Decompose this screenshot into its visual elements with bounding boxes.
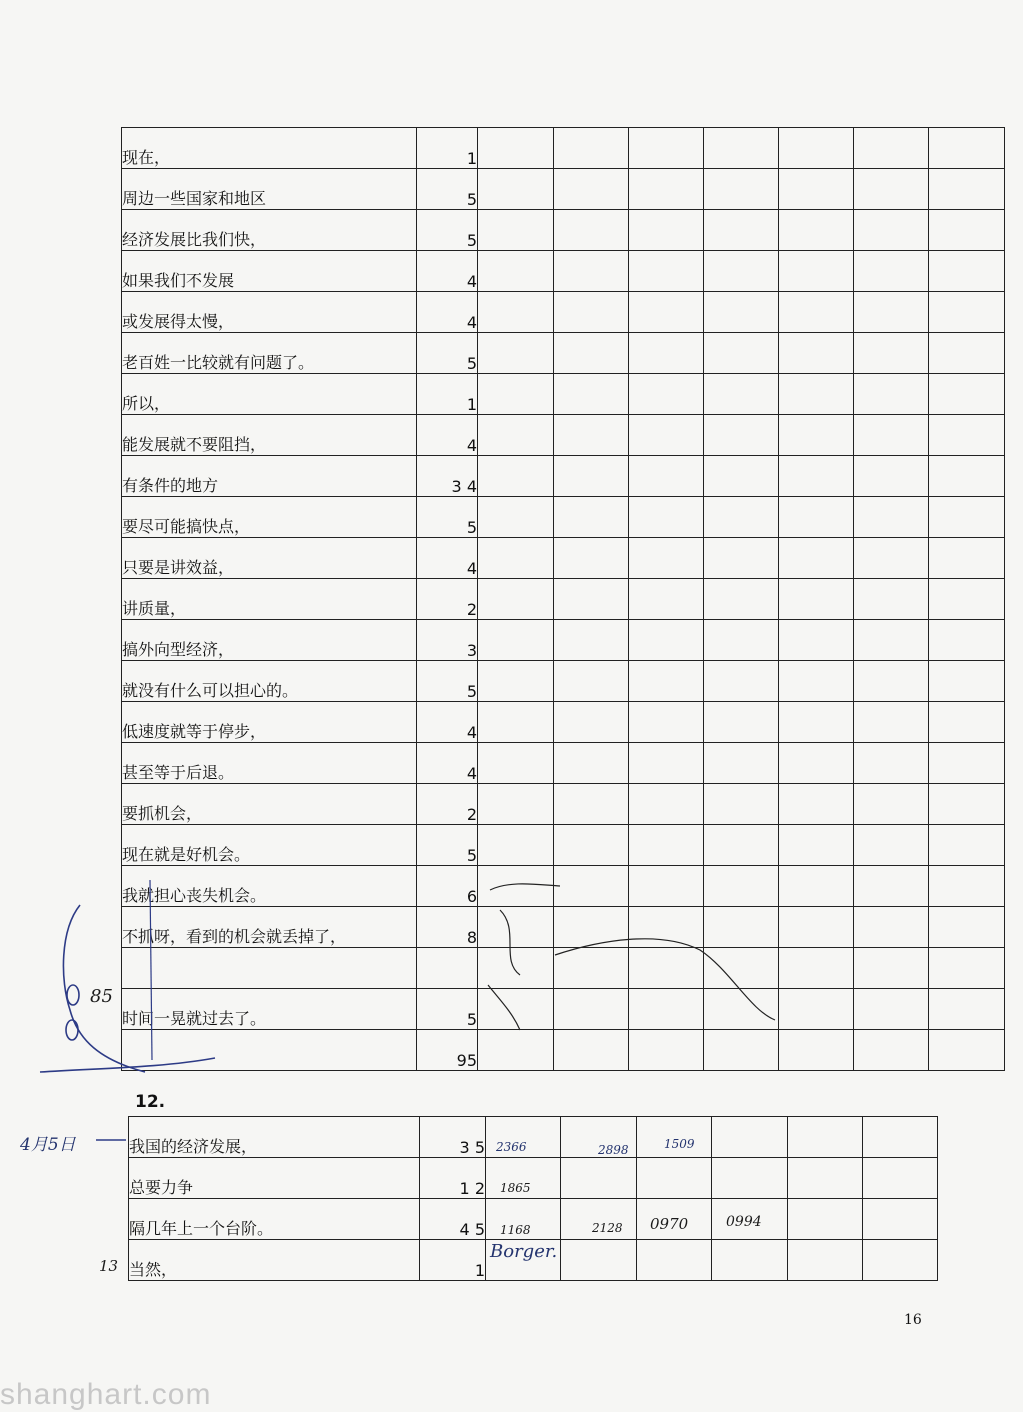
blank-cell	[629, 456, 704, 497]
blank-cell	[704, 456, 779, 497]
margin-note-13: 13	[99, 1257, 119, 1275]
blank-cell	[712, 1240, 788, 1281]
blank-cell	[854, 333, 929, 374]
blank-cell	[554, 333, 629, 374]
blank-cell	[704, 948, 779, 989]
sentence-text: 当然，	[129, 1240, 420, 1281]
blank-cell	[554, 743, 629, 784]
section-title: 12.	[135, 1092, 166, 1112]
blank-cell	[629, 415, 704, 456]
blank-cell	[478, 620, 554, 661]
blank-cell	[779, 415, 854, 456]
syllable-count: 5	[417, 497, 478, 538]
blank-cell	[629, 497, 704, 538]
sentence-text: 讲质量，	[122, 579, 417, 620]
blank-cell	[854, 620, 929, 661]
syllable-count: 6	[417, 866, 478, 907]
blank-cell	[704, 415, 779, 456]
blank-cell	[929, 907, 1005, 948]
blank-cell	[929, 415, 1005, 456]
blank-cell	[478, 415, 554, 456]
table-row	[122, 128, 1005, 169]
blank-cell	[929, 579, 1005, 620]
blank-cell	[561, 1240, 637, 1281]
blank-cell	[704, 1030, 779, 1071]
blank-cell	[704, 538, 779, 579]
blank-cell	[854, 907, 929, 948]
sentence-text: 周边一些国家和地区	[122, 169, 417, 210]
table-row	[122, 251, 1005, 292]
handwritten-note: 2128	[592, 1221, 623, 1235]
blank-cell	[554, 948, 629, 989]
blank-cell	[779, 866, 854, 907]
blank-cell	[554, 579, 629, 620]
sentence-text: 隔几年上一个台阶。	[129, 1199, 420, 1240]
table-row	[122, 415, 1005, 456]
blank-cell	[704, 333, 779, 374]
blank-cell	[779, 989, 854, 1030]
blank-cell	[478, 948, 554, 989]
blank-cell	[478, 292, 554, 333]
blank-cell	[779, 169, 854, 210]
handwritten-note: 1509	[664, 1137, 695, 1151]
table-row	[122, 374, 1005, 415]
sentence-text: 所以，	[122, 374, 417, 415]
table-row	[122, 456, 1005, 497]
blank-cell	[854, 661, 929, 702]
table-row	[122, 292, 1005, 333]
blank-cell	[929, 169, 1005, 210]
blank-cell	[478, 661, 554, 702]
blank-cell	[629, 169, 704, 210]
syllable-count: 3 4	[417, 456, 478, 497]
blank-cell	[478, 989, 554, 1030]
blank-cell	[854, 456, 929, 497]
blank-cell	[779, 1030, 854, 1071]
syllable-count: 5	[417, 661, 478, 702]
blank-cell	[554, 1030, 629, 1071]
blank-cell	[704, 989, 779, 1030]
blank-cell	[478, 456, 554, 497]
blank-cell	[854, 415, 929, 456]
blank-cell	[704, 866, 779, 907]
blank-cell	[478, 538, 554, 579]
syllable-count: 5	[417, 210, 478, 251]
sentence-text: 老百姓一比较就有问题了。	[122, 333, 417, 374]
blank-cell	[779, 456, 854, 497]
handwritten-note: 0994	[726, 1214, 762, 1230]
blank-cell	[554, 415, 629, 456]
margin-date-note: 4月5日	[20, 1135, 76, 1155]
blank-cell	[704, 251, 779, 292]
blank-cell	[478, 866, 554, 907]
sentence-text: 低速度就等于停步，	[122, 702, 417, 743]
blank-cell	[929, 333, 1005, 374]
syllable-count: 4 5	[420, 1199, 486, 1240]
blank-cell	[704, 210, 779, 251]
blank-cell	[863, 1117, 938, 1158]
blank-cell	[929, 825, 1005, 866]
blank-cell	[704, 497, 779, 538]
handwritten-note: Borger.	[490, 1241, 558, 1262]
handwritten-note: 2366	[496, 1140, 527, 1154]
blank-cell	[629, 702, 704, 743]
blank-cell	[554, 251, 629, 292]
blank-cell	[629, 374, 704, 415]
blank-cell	[478, 210, 554, 251]
blank-cell	[854, 784, 929, 825]
blank-cell	[478, 743, 554, 784]
blank-cell	[629, 907, 704, 948]
sentence-text: 只要是讲效益，	[122, 538, 417, 579]
blank-cell	[704, 825, 779, 866]
syllable-count: 5	[417, 169, 478, 210]
blank-cell	[704, 292, 779, 333]
blank-cell	[629, 251, 704, 292]
blank-cell	[854, 128, 929, 169]
blank-cell	[704, 907, 779, 948]
blank-cell	[629, 620, 704, 661]
sentence-text	[122, 1030, 417, 1071]
blank-cell	[629, 825, 704, 866]
table-row	[122, 825, 1005, 866]
blank-cell	[929, 128, 1005, 169]
syllable-count: 5	[417, 825, 478, 866]
blank-cell	[554, 702, 629, 743]
blank-cell	[554, 292, 629, 333]
blank-cell	[704, 169, 779, 210]
blank-cell	[478, 907, 554, 948]
blank-cell	[863, 1199, 938, 1240]
blank-cell	[854, 169, 929, 210]
blank-cell	[788, 1199, 863, 1240]
sentence-text: 如果我们不发展	[122, 251, 417, 292]
table-row	[122, 169, 1005, 210]
blank-cell	[478, 1030, 554, 1071]
blank-cell	[554, 210, 629, 251]
blank-cell	[854, 579, 929, 620]
blank-cell	[629, 333, 704, 374]
sentence-text: 搞外向型经济，	[122, 620, 417, 661]
sentence-text: 现在，	[122, 128, 417, 169]
blank-cell	[788, 1117, 863, 1158]
blank-cell	[854, 1030, 929, 1071]
syllable-count	[417, 948, 478, 989]
blank-cell	[929, 948, 1005, 989]
blank-cell	[929, 866, 1005, 907]
blank-cell	[779, 579, 854, 620]
syllable-count: 4	[417, 415, 478, 456]
blank-cell	[854, 989, 929, 1030]
syllable-count: 1 2	[420, 1158, 486, 1199]
sentence-text: 我国的经济发展，	[129, 1117, 420, 1158]
blank-cell	[629, 743, 704, 784]
sentence-table-1	[121, 127, 1005, 1071]
blank-cell	[554, 620, 629, 661]
blank-cell	[779, 661, 854, 702]
blank-cell	[629, 210, 704, 251]
blank-cell	[629, 661, 704, 702]
blank-cell	[478, 579, 554, 620]
blank-cell	[854, 292, 929, 333]
blank-cell	[779, 210, 854, 251]
sentence-text: 不抓呀，看到的机会就丢掉了，	[122, 907, 417, 948]
table-row	[122, 661, 1005, 702]
blank-cell	[779, 620, 854, 661]
table-row	[122, 948, 1005, 989]
table-row	[122, 579, 1005, 620]
syllable-count: 4	[417, 538, 478, 579]
table-row	[122, 333, 1005, 374]
blank-cell	[929, 292, 1005, 333]
blank-cell	[929, 661, 1005, 702]
blank-cell	[629, 579, 704, 620]
sentence-text: 甚至等于后退。	[122, 743, 417, 784]
blank-cell	[779, 743, 854, 784]
blank-cell	[854, 374, 929, 415]
blank-cell	[779, 374, 854, 415]
table-row	[122, 907, 1005, 948]
syllable-count: 1	[420, 1240, 486, 1281]
blank-cell	[704, 579, 779, 620]
blank-cell	[478, 784, 554, 825]
blank-cell	[554, 825, 629, 866]
blank-cell	[779, 333, 854, 374]
sentence-text: 要尽可能搞快点，	[122, 497, 417, 538]
blank-cell	[478, 825, 554, 866]
blank-cell	[854, 866, 929, 907]
blank-cell	[554, 169, 629, 210]
blank-cell	[637, 1158, 712, 1199]
syllable-count: 2	[417, 784, 478, 825]
blank-cell	[929, 210, 1005, 251]
blank-cell	[929, 743, 1005, 784]
blank-cell	[779, 128, 854, 169]
watermark: shanghart.com	[0, 1378, 212, 1411]
handwritten-note: 1865	[500, 1181, 531, 1195]
blank-cell	[712, 1158, 788, 1199]
blank-cell	[704, 743, 779, 784]
table-row	[122, 743, 1005, 784]
sentence-text: 现在就是好机会。	[122, 825, 417, 866]
table-row	[129, 1199, 938, 1240]
blank-cell	[554, 907, 629, 948]
blank-cell	[712, 1117, 788, 1158]
table-row	[122, 866, 1005, 907]
blank-cell	[478, 333, 554, 374]
syllable-count: 1	[417, 374, 478, 415]
blank-cell	[629, 1030, 704, 1071]
blank-cell	[929, 456, 1005, 497]
sentence-text: 有条件的地方	[122, 456, 417, 497]
blank-cell	[554, 497, 629, 538]
blank-cell	[779, 907, 854, 948]
sentence-text: 总要力争	[129, 1158, 420, 1199]
blank-cell	[929, 497, 1005, 538]
blank-cell	[478, 251, 554, 292]
table-row	[122, 497, 1005, 538]
sentence-text	[122, 948, 417, 989]
blank-cell	[929, 702, 1005, 743]
sentence-text: 就没有什么可以担心的。	[122, 661, 417, 702]
blank-cell	[629, 948, 704, 989]
blank-cell	[779, 948, 854, 989]
blank-cell	[854, 497, 929, 538]
blank-cell	[704, 374, 779, 415]
blank-cell	[854, 825, 929, 866]
blank-cell	[788, 1158, 863, 1199]
blank-cell	[554, 456, 629, 497]
blank-cell	[779, 784, 854, 825]
table-row	[122, 620, 1005, 661]
table-row	[129, 1158, 938, 1199]
blank-cell	[704, 702, 779, 743]
handwritten-note: 2898	[598, 1143, 629, 1157]
blank-cell	[478, 169, 554, 210]
syllable-count: 3 5	[420, 1117, 486, 1158]
blank-cell	[779, 251, 854, 292]
syllable-count: 1	[417, 128, 478, 169]
blank-cell	[629, 538, 704, 579]
blank-cell	[929, 251, 1005, 292]
blank-cell	[478, 497, 554, 538]
blank-cell	[554, 784, 629, 825]
blank-cell	[704, 620, 779, 661]
handwritten-note: 0970	[650, 1215, 689, 1233]
blank-cell	[554, 374, 629, 415]
syllable-count: 4	[417, 702, 478, 743]
blank-cell	[854, 538, 929, 579]
blank-cell	[854, 743, 929, 784]
blank-cell	[629, 784, 704, 825]
blank-cell	[854, 948, 929, 989]
syllable-count: 4	[417, 292, 478, 333]
blank-cell	[478, 702, 554, 743]
sentence-text: 经济发展比我们快，	[122, 210, 417, 251]
blank-cell	[779, 825, 854, 866]
blank-cell	[629, 866, 704, 907]
blank-cell	[704, 128, 779, 169]
blank-cell	[478, 128, 554, 169]
blank-cell	[779, 702, 854, 743]
blank-cell	[779, 497, 854, 538]
syllable-count: 3	[417, 620, 478, 661]
blank-cell	[554, 866, 629, 907]
sentence-text: 能发展就不要阻挡，	[122, 415, 417, 456]
blank-cell	[629, 128, 704, 169]
blank-cell	[854, 210, 929, 251]
blank-cell	[554, 538, 629, 579]
blank-cell	[554, 661, 629, 702]
syllable-count: 2	[417, 579, 478, 620]
table-row	[122, 538, 1005, 579]
table-row	[122, 702, 1005, 743]
blank-cell	[478, 374, 554, 415]
sentence-text: 或发展得太慢，	[122, 292, 417, 333]
page-number: 16	[904, 1312, 922, 1328]
blank-cell	[929, 989, 1005, 1030]
table-row	[122, 784, 1005, 825]
blank-cell	[554, 128, 629, 169]
blank-cell	[929, 1030, 1005, 1071]
blank-cell	[929, 620, 1005, 661]
blank-cell	[554, 989, 629, 1030]
table-row	[129, 1117, 938, 1158]
blank-cell	[854, 251, 929, 292]
blank-cell	[637, 1240, 712, 1281]
blank-cell	[929, 374, 1005, 415]
blank-cell	[854, 702, 929, 743]
blank-cell	[779, 538, 854, 579]
blank-cell	[863, 1158, 938, 1199]
sentence-text: 要抓机会，	[122, 784, 417, 825]
blank-cell	[704, 784, 779, 825]
syllable-count: 5	[417, 989, 478, 1030]
syllable-count: 5	[417, 333, 478, 374]
blank-cell	[929, 538, 1005, 579]
syllable-count: 4	[417, 251, 478, 292]
blank-cell	[863, 1240, 938, 1281]
syllable-count: 95	[417, 1030, 478, 1071]
table-row	[122, 989, 1005, 1030]
blank-cell	[779, 292, 854, 333]
syllable-count: 8	[417, 907, 478, 948]
blank-cell	[929, 784, 1005, 825]
margin-note-85: 85	[90, 986, 113, 1007]
sentence-text: 时间一晃就过去了。	[122, 989, 417, 1030]
blank-cell	[561, 1158, 637, 1199]
handwritten-note: 1168	[500, 1223, 531, 1237]
blank-cell	[629, 292, 704, 333]
blank-cell	[788, 1240, 863, 1281]
blank-cell	[704, 661, 779, 702]
sentence-text: 我就担心丧失机会。	[122, 866, 417, 907]
table-row	[122, 1030, 1005, 1071]
syllable-count: 4	[417, 743, 478, 784]
table-row	[122, 210, 1005, 251]
blank-cell	[629, 989, 704, 1030]
